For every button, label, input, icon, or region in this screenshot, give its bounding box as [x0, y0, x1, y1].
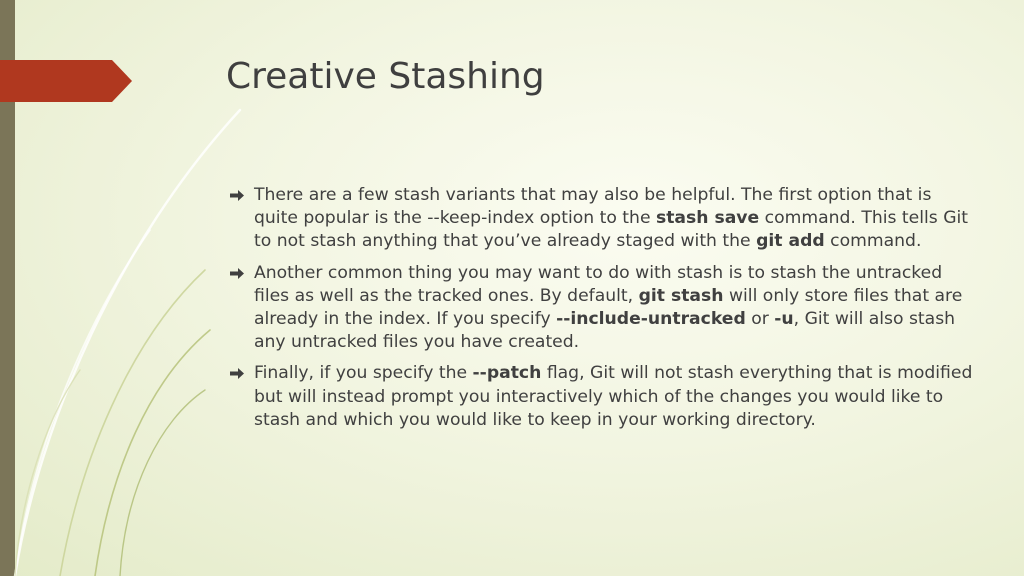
- bullet-text: There are a few stash variants that may also be helpful. The first option that is quite popular is the --keep-index option to the: [254, 185, 932, 229]
- bullet-text-bold: --include-untracked: [556, 309, 746, 330]
- bullet-text-bold: stash save: [655, 208, 760, 229]
- bullet-text: command.: [824, 231, 922, 252]
- bullet-text-bold: --patch: [472, 363, 542, 384]
- bullet-text-bold: git add: [756, 231, 825, 252]
- slide-title: Creative Stashing: [226, 56, 545, 97]
- bullet-text: will only store files that are already in the index. If you specify: [254, 285, 963, 330]
- bullet-item: [230, 184, 975, 254]
- title-accent-tab: [0, 60, 132, 102]
- bullet-item: [230, 362, 975, 432]
- bullet-list: [230, 184, 975, 440]
- arrow-bullet-icon: [230, 190, 244, 201]
- arrow-bullet-icon: [230, 368, 244, 379]
- bullet-text: flag, Git will not stash everything that is modified but will instead prompt you interactively which of the changes you would like to stash and which you would like to keep in your working directory.: [254, 363, 973, 430]
- arrow-bullet-icon: [230, 268, 244, 279]
- bullet-item: [230, 262, 975, 355]
- bullet-text-bold: -u: [774, 309, 794, 330]
- bullet-text: , Git will also stash any untracked files you have created.: [254, 309, 956, 353]
- bullet-text-bold: git stash: [638, 285, 724, 306]
- bullet-text: Finally, if you specify the: [254, 363, 473, 384]
- bullet-text: Another common thing you may want to do with stash is to stash the untracked files as well as the tracked ones. By default,: [254, 262, 943, 306]
- bullet-text: or: [745, 309, 775, 330]
- bullet-text: command. This tells Git to not stash anything that you’ve already staged with the: [254, 208, 969, 252]
